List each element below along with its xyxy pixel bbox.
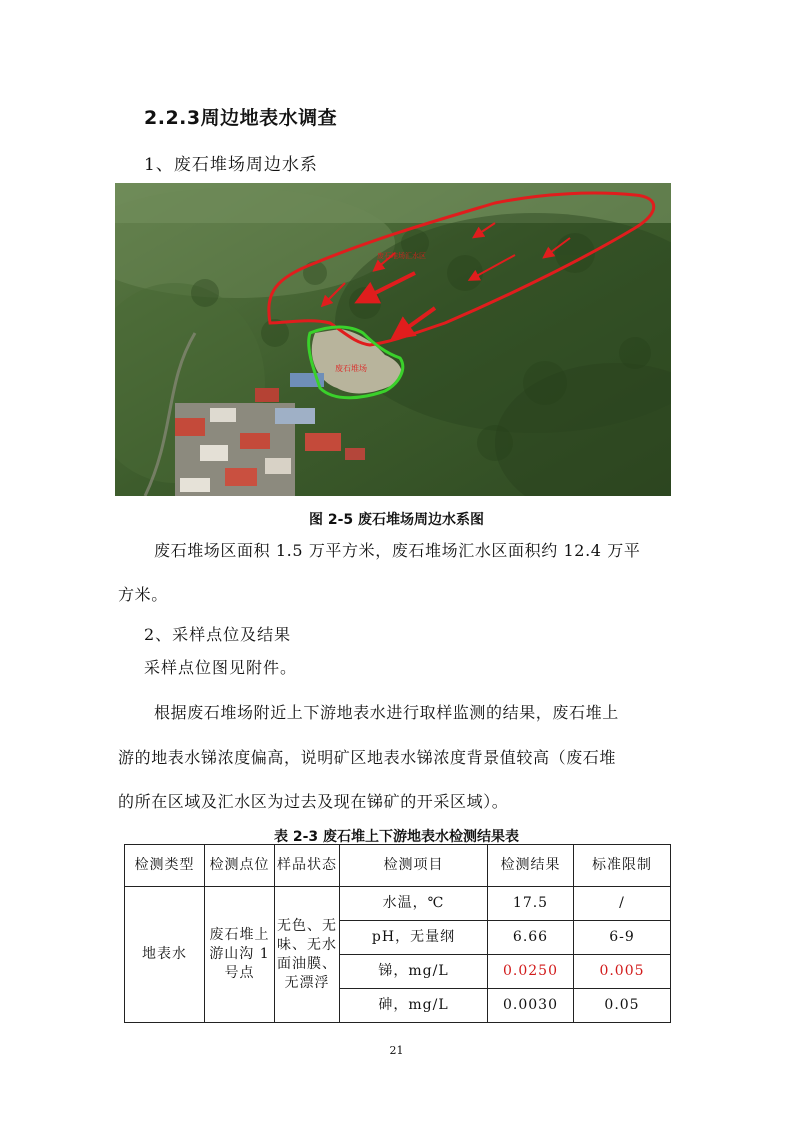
paragraph-line: 的所在区域及汇水区为过去及现在锑矿的开采区域）。 — [118, 792, 509, 811]
paragraph-line: 游的地表水锑浓度偏高，说明矿区地表水锑浓度背景值较高（废石堆 — [118, 748, 617, 767]
paragraph-line: 废石堆场区面积 1.5 万平方米，废石堆场汇水区面积约 12.4 万平 — [154, 541, 641, 560]
aerial-photo-illustration — [115, 183, 671, 496]
column-header: 检测项目 — [340, 845, 488, 887]
table-header-row — [125, 845, 671, 887]
dump-label: 废石堆场 — [335, 364, 367, 373]
column-header: 检测点位 — [205, 845, 275, 887]
column-header: 标准限制 — [574, 845, 671, 887]
sampling-note: 采样点位图见附件。 — [144, 658, 298, 677]
section-heading: 2.2.3周边地表水调查 — [144, 107, 338, 129]
result-cell: 0.0030 — [488, 989, 574, 1023]
item-cell: 锑，mg/L — [340, 955, 488, 989]
figure-caption: 图 2-5 废石堆场周边水系图 — [308, 512, 485, 528]
results-table — [124, 844, 671, 1023]
paragraph-line: 方米。 — [118, 585, 168, 604]
limit-cell-highlighted: 0.005 — [574, 955, 671, 989]
page-number: 21 — [389, 1044, 404, 1057]
aerial-photo-figure — [115, 183, 671, 496]
column-header: 检测类型 — [125, 845, 205, 887]
result-paragraph — [118, 705, 678, 815]
area-paragraph — [118, 543, 678, 613]
column-header: 检测结果 — [488, 845, 574, 887]
result-cell: 17.5 — [488, 887, 574, 921]
result-cell: 6.66 — [488, 921, 574, 955]
column-header: 样品状态 — [275, 845, 340, 887]
item-cell: 砷，mg/L — [340, 989, 488, 1023]
result-cell-highlighted: 0.0250 — [488, 955, 574, 989]
paragraph-line: 根据废石堆场附近上下游地表水进行取样监测的结果，废石堆上 — [154, 703, 619, 722]
limit-cell: 6-9 — [574, 921, 671, 955]
limit-cell: 0.05 — [574, 989, 671, 1023]
sampling-title: 2、采样点位及结果 — [144, 625, 292, 644]
sample-state-cell: 无色、无味、无水面油膜、无漂浮 — [275, 887, 340, 1023]
item-cell: pH，无量纲 — [340, 921, 488, 955]
location-cell: 废石堆上游山沟 1 号点 — [205, 887, 275, 1023]
item-cell: 水温，℃ — [340, 887, 488, 921]
limit-cell: / — [574, 887, 671, 921]
table-caption: 表 2-3 废石堆上下游地表水检测结果表 — [273, 829, 520, 845]
detection-type-cell: 地表水 — [125, 887, 205, 1023]
table-row — [125, 887, 671, 921]
catchment-label: 废石堆场汇水区 — [377, 252, 426, 260]
sub-heading: 1、废石堆场周边水系 — [144, 155, 318, 175]
